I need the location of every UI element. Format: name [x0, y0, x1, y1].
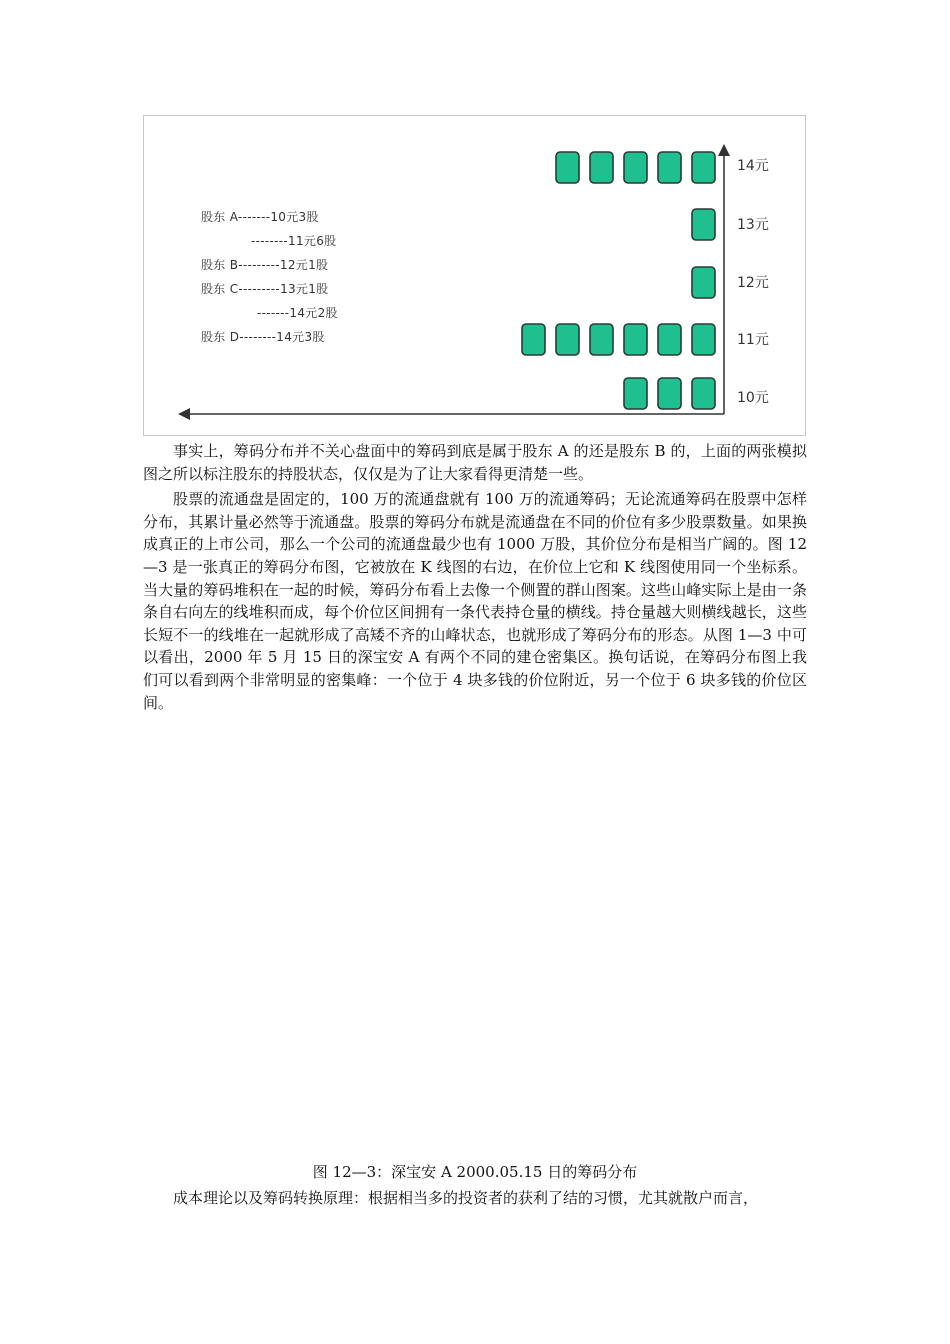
legend-line: 股东 A-------10元3股: [201, 210, 319, 224]
chip-distribution-figure: [143, 115, 806, 436]
chip-block: [556, 152, 579, 183]
legend-line: 股东 C---------13元1股: [201, 282, 329, 296]
legend-line: 股东 B---------12元1股: [201, 258, 329, 272]
chip-block: [522, 324, 545, 355]
legend-line: 股东 D--------14元3股: [201, 330, 325, 344]
chip-block: [692, 209, 715, 240]
chip-block: [692, 152, 715, 183]
chip-block: [658, 152, 681, 183]
paragraph: 成本理论以及筹码转换原理：根据相当多的投资者的获利了结的习惯，尤其就散户而言，: [173, 1189, 759, 1207]
chip-diagram: [144, 116, 807, 437]
chip-block: [658, 378, 681, 409]
chip-block: [658, 324, 681, 355]
chip-block: [692, 324, 715, 355]
price-label: 10元: [737, 390, 769, 406]
figure-caption: 图 12—3：深宝安 A 2000.05.15 日的筹码分布: [312, 1163, 638, 1181]
legend-line: --------11元6股: [251, 234, 337, 248]
body-text: [143, 440, 807, 714]
chip-block: [590, 152, 613, 183]
price-label: 12元: [737, 275, 769, 291]
chip-block: [692, 378, 715, 409]
chip-block: [624, 378, 647, 409]
paragraph: 事实上，筹码分布并不关心盘面中的筹码到底是属于股东 A 的还是股东 B 的，上面的两张模拟图之所以标注股东的持股状态，仅仅是为了让大家看得更清楚一些。: [143, 442, 807, 483]
chip-block: [624, 324, 647, 355]
chip-block: [556, 324, 579, 355]
price-label: 13元: [737, 217, 769, 233]
price-label: 14元: [737, 158, 769, 174]
chip-block: [624, 152, 647, 183]
chip-block: [692, 267, 715, 298]
chip-blocks: [522, 152, 715, 409]
paragraph: 股票的流通盘是固定的，100 万的流通盘就有 100 万的流通筹码；无论流通筹码在股票中怎样分布，其累计量必然等于流通盘。股票的筹码分布就是流通盘在不同的价位有多少股票数量。如果换成真正的上市公司，那么一个公司的流通盘最少也有 1000 万股，其价位分布是相当广阔的。图 12—3 是一张真正的筹码分布图，它被放在 K 线图的右边，在价位上它和 K 线图使用同一个坐标系。当大量的筹码堆积在一起的时候，筹码分布看上去像一个侧置的群山图案。这些山峰实际上是由一条条自右向左的线堆积而成，每个价位区间拥有一条代表持仓量的横线。持仓量越大则横线越长，这些长短不一的线堆在一起就形成了高矮不齐的山峰状态，也就形成了筹码分布的形态。从图 1—3 中可以看出，2000 年 5 月 15 日的深宝安 A 有两个不同的建仓密集区。换句话说，在筹码分布图上我们可以看到两个非常明显的密集峰：一个位于 4 块多钱的价位附近，另一个位于 6 块多钱的价位区间。: [143, 490, 807, 712]
chip-block: [590, 324, 613, 355]
legend-line: -------14元2股: [257, 306, 338, 320]
price-label: 11元: [737, 332, 769, 348]
